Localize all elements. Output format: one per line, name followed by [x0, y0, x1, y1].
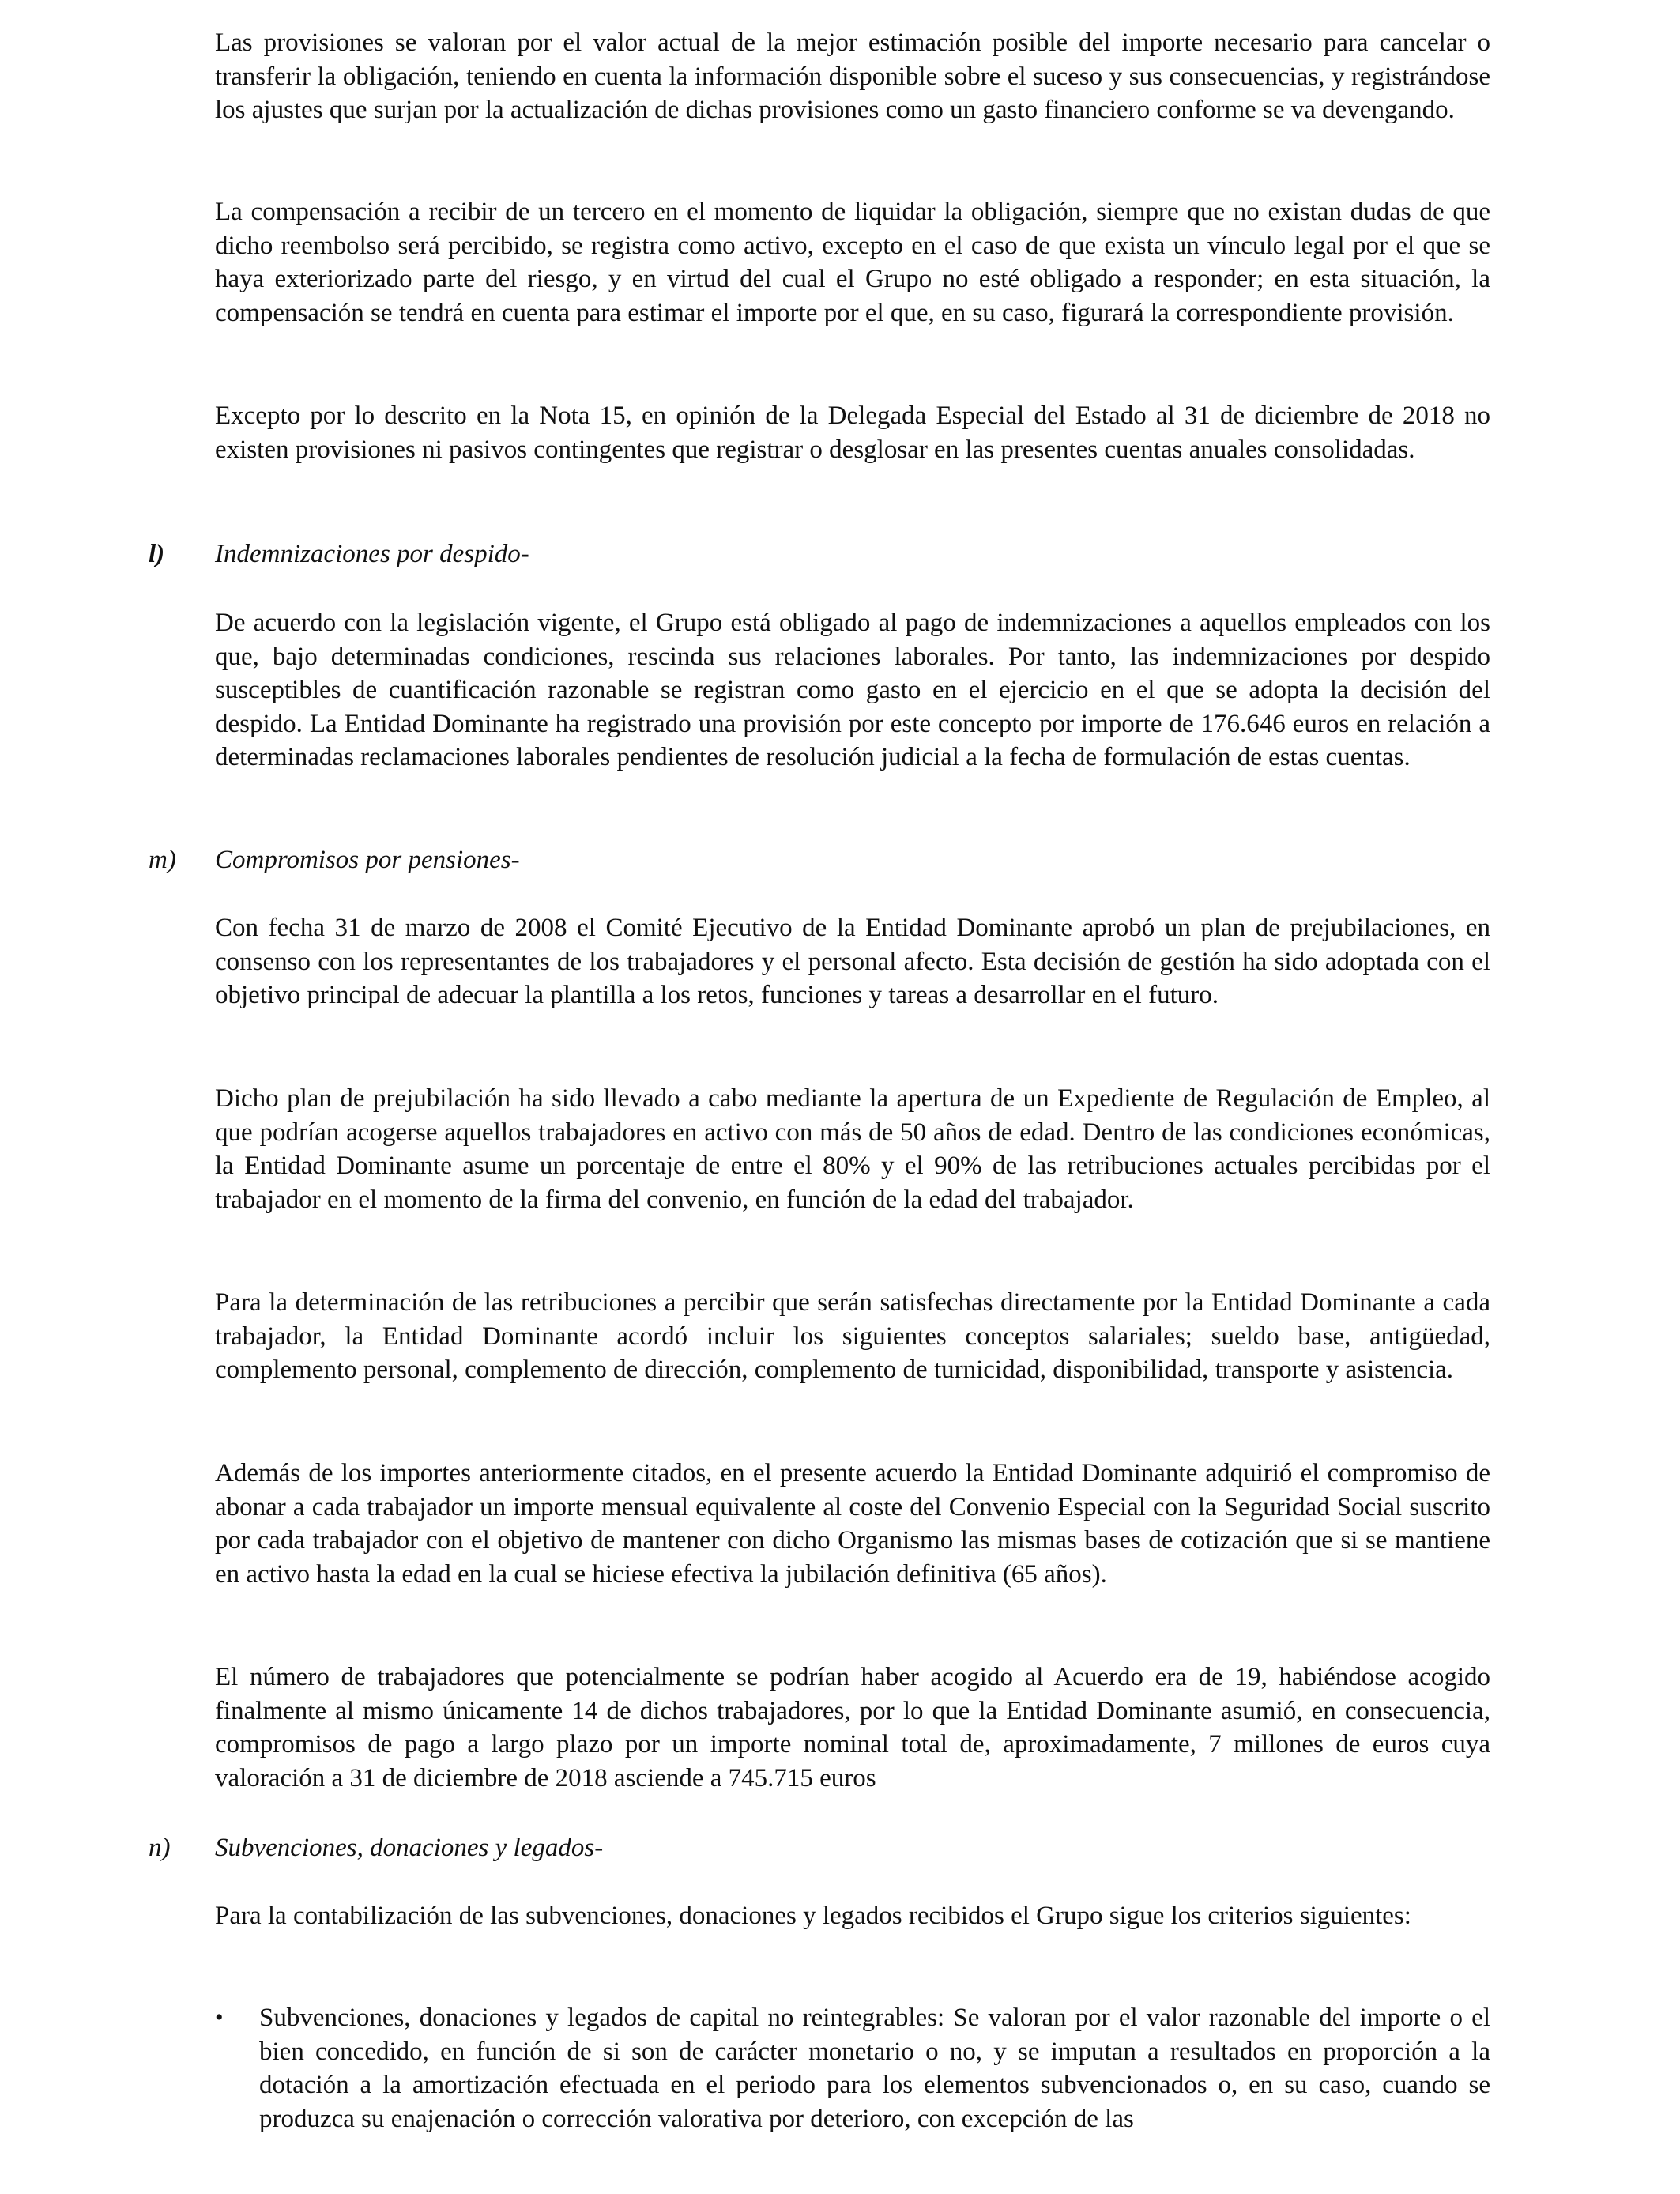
- section-title: Indemnizaciones por despido: [215, 540, 521, 568]
- section-title-suffix: -: [510, 846, 520, 874]
- paragraph-indemnizaciones: De acuerdo con la legislación vigente, el Grupo está obligado al pago de indemnizaciones a aquellos empleados con los que, bajo determinadas condiciones, rescinda sus relaciones laborales. Por tanto, las indemnizaciones por despido susceptibles de cuantificación razonable se registran como gasto en el ejercicio en el que se adopta la decisión del despido. La Entidad Dominante ha registrado una provisión por este concepto por importe de 176.646 euros en relación a determinadas reclamaciones laborales pendientes de resolución judicial a la fecha de formulación de estas cuentas.: [215, 609, 1490, 771]
- paragraph-determinacion-retribuciones: Para la determinación de las retribuciones a percibir que serán satisfechas directamente por la Entidad Dominante a cada trabajador, la Entidad Dominante acordó incluir los siguientes conceptos salariales; sueldo base, antigüedad, complemento personal, complemento de dirección, complemento de turnicidad, disponibilidad, transporte y asistencia.: [215, 1288, 1490, 1384]
- list-item: [215, 2001, 1490, 2136]
- paragraph-compensacion-tercero: La compensación a recibir de un tercero en el momento de liquidar la obligación, siempre que no existan dudas de que dicho reembolso será percibido, se registra como activo, excepto en el caso de que exista un vínculo legal por el que se haya exteriorizado parte del riesgo, y en virtud del cual el Grupo no esté obligado a responder; en esta situación, la compensación se tendrá en cuenta para estimar el importe por el que, en su caso, figurará la correspondiente provisión.: [215, 198, 1490, 327]
- paragraph-excepto-nota-15: Excepto por lo descrito en la Nota 15, en opinión de la Delegada Especial del Estado al 31 de diciembre de 2018 no existen provisiones ni pasivos contingentes que registrar o desglosar en las presentes cuentas anuales consolidadas.: [215, 401, 1490, 464]
- section-heading-l: [149, 537, 529, 571]
- list-item-text: Subvenciones, donaciones y legados de capital no reintegrables: Se valoran por el valor razonable del importe o el bien concedido, en función de si son de carácter monetario o no, y se imputan a resultados en proporción a la dotación a la amortización efectuada en el periodo para los elementos subvencionados o, en su caso, cuando se produzca su enajenación o corrección valorativa por deterioro, con excepción de las: [259, 2004, 1490, 2133]
- paragraph-convenio-especial: Además de los importes anteriormente citados, en el presente acuerdo la Entidad Dominante adquirió el compromiso de abonar a cada trabajador un importe mensual equivalente al coste del Convenio Especial con la Seguridad Social suscrito por cada trabajador con el objetivo de mantener con dicho Organismo las mismas bases de cotización que si se mantiene en activo hasta la edad en la cual se hiciese efectiva la jubilación definitiva (65 años).: [215, 1459, 1490, 1589]
- section-heading-m: [149, 843, 520, 877]
- section-title-suffix: -: [520, 540, 529, 568]
- paragraph-contabilizacion-subvenciones: Para la contabilización de las subvenciones, donaciones y legados recibidos el Grupo sigue los criterios siguientes:: [215, 1902, 1411, 1930]
- section-letter: m): [149, 846, 176, 874]
- section-title-suffix: -: [594, 1834, 604, 1862]
- paragraph-numero-trabajadores: El número de trabajadores que potencialmente se podrían haber acogido al Acuerdo era de 19, habiéndose acogido finalmente al mismo únicamente 14 de dichos trabajadores, por lo que la Entidad Dominante asumió, en consecuencia, compromisos de pago a largo plazo por un importe nominal total de, aproximadamente, 7 millones de euros cuya valoración a 31 de diciembre de 2018 asciende a 745.715 euros: [215, 1663, 1490, 1793]
- bullet-icon: •: [215, 2004, 224, 2030]
- section-letter: n): [149, 1834, 171, 1862]
- section-title: Compromisos por pensiones: [215, 846, 511, 874]
- paragraph-expediente-regulacion: Dicho plan de prejubilación ha sido llevado a cabo mediante la apertura de un Expediente de Regulación de Empleo, al que podrían acogerse aquellos trabajadores en activo con más de 50 años de edad. Dentro de las condiciones económicas, la Entidad Dominante asume un porcentaje de entre el 80% y el 90% de las retribuciones actuales percibidas por el trabajador en el momento de la firma del convenio, en función de la edad del trabajador.: [215, 1084, 1490, 1214]
- section-heading-n: [149, 1831, 603, 1865]
- section-letter: l): [149, 540, 165, 568]
- paragraph-provisiones-valoracion: Las provisiones se valoran por el valor actual de la mejor estimación posible del importe necesario para cancelar o transferir la obligación, teniendo en cuenta la información disponible sobre el suceso y sus consecuencias, y registrándose los ajustes que surjan por la actualización de dichas provisiones como un gasto financiero conforme se va devengando.: [215, 28, 1490, 124]
- paragraph-plan-prejubilaciones: Con fecha 31 de marzo de 2008 el Comité Ejecutivo de la Entidad Dominante aprobó un plan de prejubilaciones, en consenso con los representantes de los trabajadores y el personal afecto. Esta decisión de gestión ha sido adoptada con el objetivo principal de adecuar la plantilla a los retos, funciones y tareas a desarrollar en el futuro.: [215, 914, 1490, 1009]
- section-title: Subvenciones, donaciones y legados: [215, 1834, 595, 1862]
